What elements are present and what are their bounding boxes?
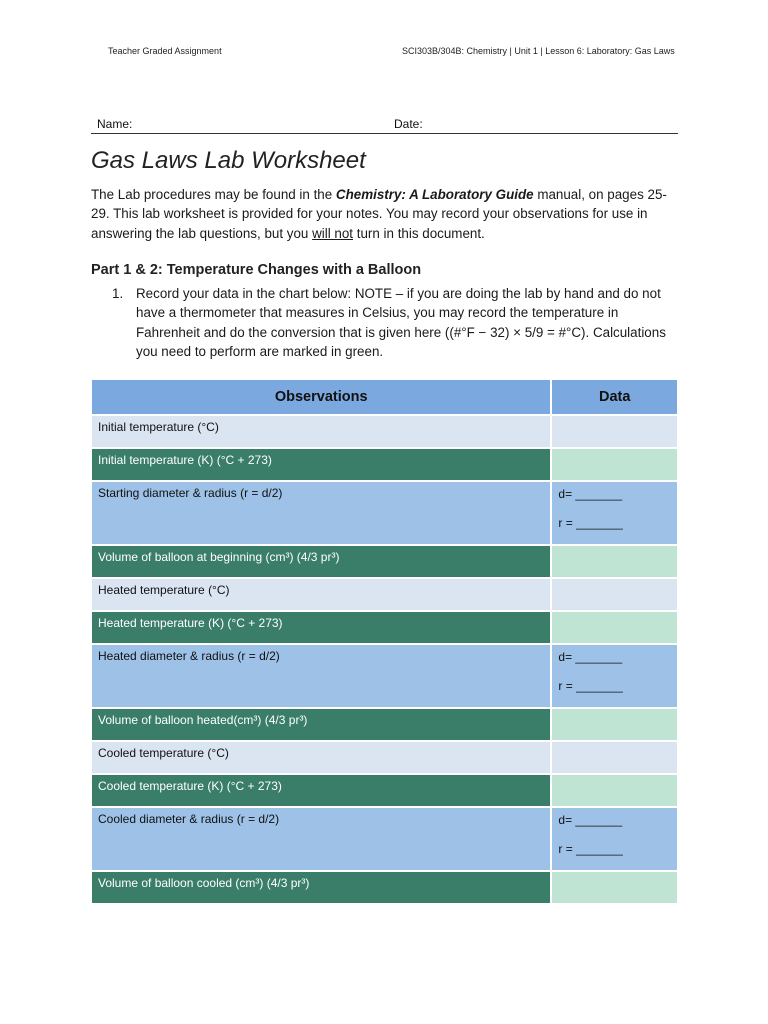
table-row	[91, 448, 678, 481]
header-course-info: SCI303B/304B: Chemistry | Unit 1 | Lesson 6: Laboratory: Gas Laws	[402, 46, 675, 56]
radius-blank: r = _______	[558, 516, 623, 530]
observation-label: Heated diameter & radius (r = d/2)	[91, 644, 551, 708]
data-entry-cell[interactable]	[551, 545, 678, 578]
observation-label: Cooled temperature (°C)	[91, 741, 551, 774]
table-row	[91, 807, 678, 871]
table-row	[91, 481, 678, 545]
observation-label: Initial temperature (°C)	[91, 415, 551, 448]
table-row	[91, 644, 678, 708]
table-row	[91, 741, 678, 774]
observation-label: Heated temperature (K) (°C + 273)	[91, 611, 551, 644]
data-entry-cell[interactable]	[551, 481, 678, 545]
data-entry-cell[interactable]	[551, 611, 678, 644]
book-title: Chemistry: A Laboratory Guide	[335, 187, 534, 202]
header-assignment-type: Teacher Graded Assignment	[108, 46, 222, 56]
table-row	[91, 545, 678, 578]
observation-label: Cooled temperature (K) (°C + 273)	[91, 774, 551, 807]
radius-blank: r = _______	[558, 679, 623, 693]
data-entry-cell[interactable]	[551, 644, 678, 708]
data-entry-cell[interactable]	[551, 741, 678, 774]
table-row	[91, 774, 678, 807]
part-heading: Part 1 & 2: Temperature Changes with a Balloon	[91, 262, 422, 278]
observations-table	[90, 378, 679, 905]
intro-paragraph: The Lab procedures may be found in the Chemistry: A Laboratory Guide manual, on pages 25-29. This lab worksheet is provided for your notes. You may record your observations for use in answering the lab questions, but you will not turn in this document.	[91, 187, 667, 241]
observation-label: Volume of balloon heated(cm³) (4/3 pr³)	[91, 708, 551, 741]
diameter-blank: d= _______	[558, 487, 623, 501]
diameter-blank: d= _______	[558, 813, 623, 827]
date-label: Date:	[394, 117, 423, 131]
table-header-row	[91, 379, 678, 415]
data-entry-cell[interactable]	[551, 708, 678, 741]
data-header: Data	[551, 379, 678, 415]
observations-header: Observations	[91, 379, 551, 415]
data-entry-cell[interactable]	[551, 578, 678, 611]
step-text: Record your data in the chart below: NOTE – if you are doing the lab by hand and do not have a thermometer that measures in Celsius, you may record the temperature in Fahrenheit and do the conversion that is given here ((#°F − 32) × 5/9 = #°C). Calculations you need to perform are marked in green.	[136, 286, 666, 359]
observation-label: Heated temperature (°C)	[91, 578, 551, 611]
name-label: Name:	[97, 117, 133, 131]
table-row	[91, 708, 678, 741]
observation-label: Volume of balloon cooled (cm³) (4/3 pr³)	[91, 871, 551, 904]
table-row	[91, 611, 678, 644]
data-entry-cell[interactable]	[551, 807, 678, 871]
page-title: Gas Laws Lab Worksheet	[91, 147, 366, 174]
observation-label: Cooled diameter & radius (r = d/2)	[91, 807, 551, 871]
data-entry-cell[interactable]	[551, 871, 678, 904]
table-row	[91, 415, 678, 448]
data-entry-cell[interactable]	[551, 774, 678, 807]
step-number: 1.	[112, 286, 124, 301]
observation-label: Volume of balloon at beginning (cm³) (4/3 pr³)	[91, 545, 551, 578]
data-entry-cell[interactable]	[551, 415, 678, 448]
observation-label: Initial temperature (K) (°C + 273)	[91, 448, 551, 481]
name-date-line	[91, 112, 678, 134]
table-row	[91, 871, 678, 904]
radius-blank: r = _______	[558, 842, 623, 856]
diameter-blank: d= _______	[558, 650, 623, 664]
data-entry-cell[interactable]	[551, 448, 678, 481]
observation-label: Starting diameter & radius (r = d/2)	[91, 481, 551, 545]
table-row	[91, 578, 678, 611]
